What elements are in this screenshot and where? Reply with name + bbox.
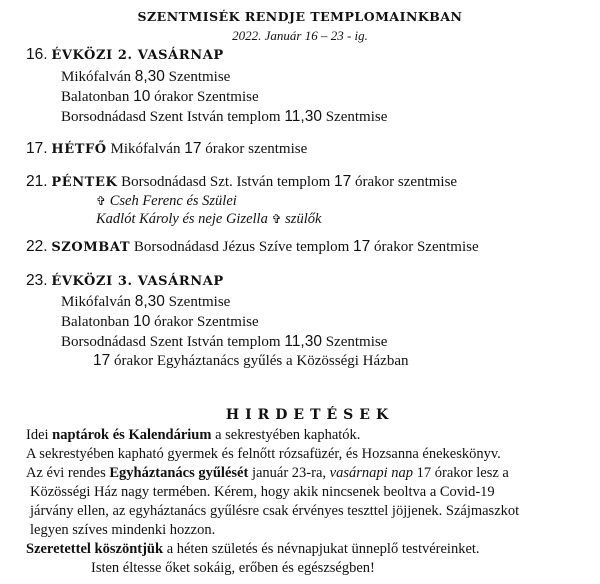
announcement-meeting: Az évi rendes Egyháztanács gyűlését január 23-ra, vasárnapi nap 17 órakor lesz a [26,465,509,481]
announcement-calendars: Idei naptárok és Kalendárium a sekrestyében kaphatók. [26,427,361,443]
announcement-meeting-line3: járvány ellen, az egyháztanács gyűlésre csak érvényes teszttel jöjjenek. Szájmaszkot [30,503,520,519]
day-heading: 22. SZOMBAT Borsodnádasd Jézus Szíve templom 17 órakor Szentmise [26,238,479,255]
mass-intention: Kadlót Károly és neje Gizella ✞ szülők [96,211,322,227]
day-heading: 17. HÉTFŐ Mikófalván 17 órakor szentmise [26,140,308,157]
mass-intention: ✞ Cseh Ferenc és Szülei [96,193,237,209]
announcement-blessing: Isten éltesse őket sokáig, erőben és egészségben! [91,560,375,576]
day-heading: 23. ÉVKÖZI 3. VASÁRNAP [26,272,224,289]
announcement-meeting-line4: legyen szíves mindenki hozzon. [30,522,216,538]
date-range: 2022. Január 16 – 23 - ig. [232,28,368,43]
mass-line: Mikófalván 8,30 Szentmise [61,68,231,85]
mass-line: Balatonban 10 órakor Szentmise [61,313,259,330]
announcements-heading: HIRDETÉSEK [225,407,395,423]
page-title: SZENTMISÉK RENDJE TEMPLOMAINKBAN [137,9,463,24]
cross-icon: ✞ [96,194,107,208]
announcement-rosary: A sekrestyében kapható gyermek és felnőtt rózsafüzér, és Hozsanna énekeskönyv. [26,446,501,462]
mass-line: Borsodnádasd Szent István templom 11,30 Szentmise [61,333,388,350]
meeting-line: 17 órakor Egyháztanács gyűlés a Közösségi Házban [93,352,409,369]
cross-icon: ✞ [271,212,282,226]
mass-line: Mikófalván 8,30 Szentmise [61,293,231,310]
mass-line: Balatonban 10 órakor Szentmise [61,88,259,105]
announcement-meeting-line2: Közösségi Ház nagy termében. Kérem, hogy akik nincsenek beoltva a Covid-19 [30,484,495,500]
mass-line: Borsodnádasd Szent István templom 11,30 Szentmise [61,108,388,125]
day-heading: 16. ÉVKÖZI 2. VASÁRNAP [26,46,224,63]
day-heading: 21. PÉNTEK Borsodnádasd Szt. István templom 17 órakor szentmise [26,173,458,190]
announcement-greeting: Szeretettel köszöntjük a héten születés és névnapjukat ünneplő testvéreinket. [26,541,480,557]
